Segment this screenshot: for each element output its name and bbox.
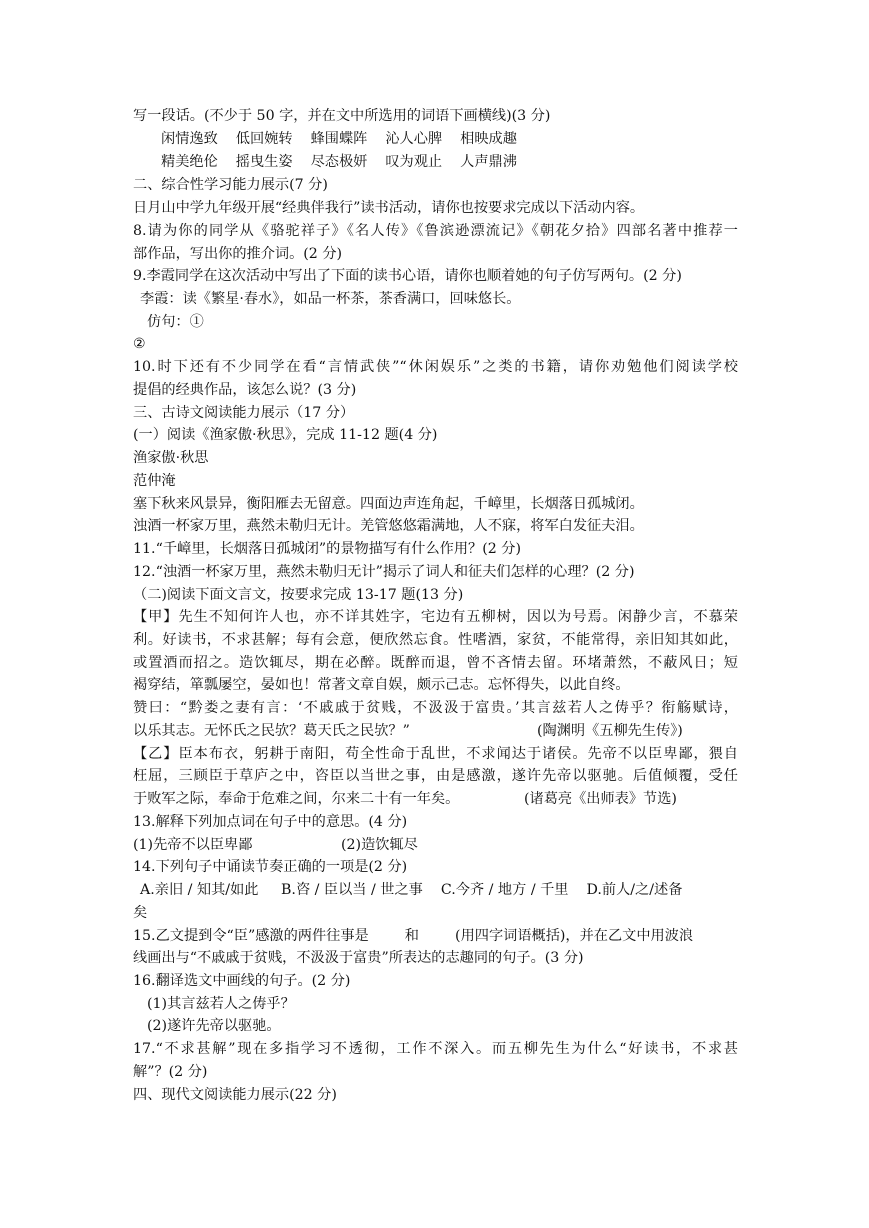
question-13-item-2: (2)造饮辄尽 (341, 837, 418, 853)
passage-jia-line: 褐穿结，箪瓢屡空，晏如也！常著文章自娱，颇示己志。忘怀得失，以此自终。 (133, 677, 630, 693)
question-16-item-2: (2)遂许先帝以驱驰。 (147, 1018, 281, 1034)
question-14: 14.下列句子中诵读节奏正确的一项是(2 分) (133, 859, 408, 875)
poem-line: 浊酒一杯家万里，燕然未勒归无计。羌管悠悠霜满地，人不寐，将军白发征夫泪。 (133, 518, 644, 534)
question-17: 17.“不求甚解”现在多指学习不透彻，工作不深入。而五柳先生为什么“好读书，不求甚 (133, 1041, 738, 1057)
question-8: 8.请为你的同学从《骆驼祥子》《名人传》《鲁滨逊漂流记》《朝花夕拾》四部名著中推荐一 (133, 223, 738, 239)
subsection-heading: (一）阅读《渔家傲·秋思》，完成 11-12 题(4 分) (133, 427, 438, 443)
passage-jia-line: 或置酒而招之。造饮辄尽，期在必醉。既醉而退，曾不吝情去留。环堵萧然，不蔽风日；短 (133, 655, 738, 671)
source-citation: (陶渊明《五柳先生传》) (537, 723, 683, 739)
section-heading: 三、古诗文阅读能力展示（17 分） (133, 405, 355, 421)
question-16-item-1: (1)其言兹若人之俦乎？ (147, 996, 295, 1012)
question-12: 12.“浊酒一杯家万里，燕然未勒归无计”揭示了词人和征夫们怎样的心理？(2 分) (133, 564, 635, 580)
question-10: 10.时下还有不少同学在看“言情武侠”“休闲娱乐”之类的书籍，请你劝勉他们阅读学校 (133, 359, 738, 375)
section-heading: 二、综合性学习能力展示(7 分) (133, 177, 328, 193)
question-9: 9.李霞同学在这次活动中写出了下面的读书心语，请你也顺着她的句子仿写两句。(2 分) (133, 268, 682, 284)
text-line: 矣 (133, 905, 148, 921)
question-11: 11.“千嶂里，长烟落日孤城闭”的景物描写有什么作用？(2 分) (133, 541, 521, 557)
question-14-options: A.亲旧 / 知其/如此 B.咨 / 臣以当 / 世之事 C.今齐 / 地方 / 千里 D.前人/之/述备 (140, 882, 683, 898)
passage-yi-line: 枉屈，三顾臣于草庐之中，咨臣以当世之事，由是感激，遂许先帝以驱驰。后值倾覆，受任 (133, 768, 738, 784)
poem-line: 塞下秋来风景异，衡阳雁去无留意。四面边声连角起，千嶂里，长烟落日孤城闭。 (133, 496, 644, 512)
text-line: 写一段话。(不少于 50 字，并在文中所选用的词语下画横线)(3 分) (133, 108, 551, 124)
passage-jia-line: 利。好读书，不求甚解；每有会意，便欣然忘食。性嗜酒，家贫，不能常得，亲旧知其如此， (133, 632, 738, 648)
poem-title: 渔家傲·秋思 (133, 450, 209, 466)
question-13-item-1: (1)先帝不以臣卑鄙 (133, 837, 253, 853)
text-line: 李霞：读《繁星·春水》，如品一杯茶，茶香满口，回味悠长。 (140, 291, 521, 307)
passage-jia-line: 以乐其志。无怀氏之民欤？葛天氏之民欤？” (133, 723, 410, 739)
question-15: 15.乙文提到令“臣”感激的两件往事是 和 (用四字词语概括)，并在乙文中用波浪 (133, 928, 694, 944)
question-13: 13.解释下列加点词在句子中的意思。(4 分) (133, 814, 408, 830)
passage-jia-line: 赞曰：“黔娄之妻有言：‘不戚戚于贫贱，不汲汲于富贵。’其言兹若人之俦乎？衔觞赋诗， (133, 700, 738, 716)
answer-blank-1: 仿句：① (147, 314, 204, 330)
word-list-row: 精美绝伦 摇曳生姿 尽态极妍 叹为观止 人声鼎沸 (161, 154, 517, 170)
passage-yi-line: 【乙】臣本布衣，躬耕于南阳，苟全性命于乱世，不求闻达于诸侯。先帝不以臣卑鄙，猥自 (133, 746, 738, 762)
text-line: 线画出与“不戚戚于贫贱，不汲汲于富贵”所表达的志趣同的句子。(3 分) (133, 950, 584, 966)
answer-blank-2: ② (133, 336, 146, 352)
text-line: 日月山中学九年级开展“经典伴我行”读书活动，请你也按要求完成以下活动内容。 (133, 200, 645, 216)
section-heading: 四、现代文阅读能力展示(22 分) (133, 1087, 337, 1103)
poem-author: 范仲淹 (133, 473, 176, 489)
passage-jia-line: 【甲】先生不知何许人也，亦不详其姓字，宅边有五柳树，因以为号焉。闲静少言，不慕荣 (133, 609, 738, 625)
text-line: 解”？(2 分) (133, 1064, 208, 1080)
source-citation: (诸葛亮《出师表》节选) (524, 791, 677, 807)
text-line: 提倡的经典作品，该怎么说？(3 分) (133, 382, 357, 398)
question-16: 16.翻译选文中画线的句子。(2 分) (133, 973, 351, 989)
word-list-row: 闲情逸致 低回婉转 蜂围蝶阵 沁人心脾 相映成趣 (161, 131, 517, 147)
subsection-heading: （二)阅读下面文言文，按要求完成 13-17 题(13 分) (133, 587, 464, 603)
text-line: 部作品，写出你的推介词。(2 分) (133, 246, 343, 262)
passage-yi-line: 于败军之际，奉命于危难之间，尔来二十有一年矣。 (133, 791, 460, 807)
